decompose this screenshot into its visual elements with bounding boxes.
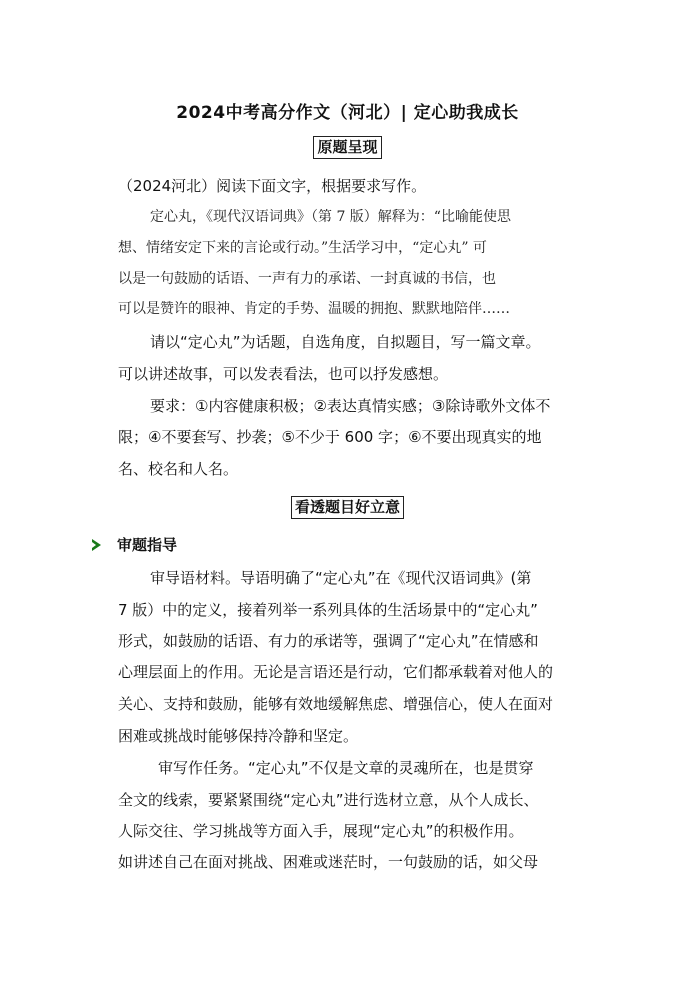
material-line-1: 定心丸，《现代汉语词典》（第 7 版）解释为：“比喻能使思	[150, 209, 511, 225]
guide-para2-line-1: 审写作任务。“定心丸”不仅是文章的灵魂所在，也是贯穿	[158, 759, 534, 777]
guide-para1-line-2: 7 版）中的定义，接着列举一系列具体的生活场景中的“定心丸”	[118, 601, 538, 619]
page-title: 2024中考高分作文（河北）| 定心助我成长	[176, 103, 519, 123]
section-analysis-heading: 看透题目好立意	[291, 496, 404, 519]
guide-para1-line-1: 审导语材料。导语明确了“定心丸”在《现代汉语词典》(第	[150, 569, 532, 587]
prompt-intro: （2024河北）阅读下面文字，根据要求写作。	[118, 177, 427, 195]
material-line-4: 可以是赞许的眼神、肯定的手势、温暖的拥抱、默默地陪伴……	[118, 301, 510, 317]
task-line-2: 可以讲述故事，可以发表看法，也可以抒发感想。	[118, 365, 449, 383]
section-original-heading: 原题呈现	[313, 136, 381, 159]
guide-para1-line-4: 心理层面上的作用。无论是言语还是行动，它们都承载着对他人的	[118, 663, 554, 681]
section-analysis-wrap	[0, 496, 695, 519]
material-line-3: 以是一句鼓励的话语、一声有力的承诺、一封真诚的书信，也	[118, 271, 496, 287]
guide-para1-line-6: 困难或挑战时能够保持冷静和坚定。	[118, 727, 359, 745]
guide-para1-line-5: 关心、支持和鼓励，能够有效地缓解焦虑、增强信心，使人在面对	[118, 695, 554, 713]
arrow-bullet-icon	[92, 539, 101, 551]
requirement-line-3: 名、校名和人名。	[118, 460, 239, 478]
guide-para1-line-3: 形式，如鼓励的话语、有力的承诺等，强调了“定心丸”在情感和	[118, 632, 539, 650]
guide-para2-line-2: 全文的线索，要紧紧围绕“定心丸”进行选材立意，从个人成长、	[118, 791, 539, 809]
guide-para2-line-4: 如讲述自己在面对挑战、困难或迷茫时，一句鼓励的话，如父母	[118, 853, 539, 871]
requirement-line-1: 要求：①内容健康积极；②表达真情实感；③除诗歌外文体不	[150, 397, 551, 415]
requirement-line-2: 限；④不要套写、抄袭；⑤不少于 600 字；⑥不要出现真实的地	[118, 428, 542, 446]
guide-heading: 审题指导	[117, 536, 178, 554]
guide-heading-row	[92, 535, 177, 555]
guide-para2-line-3: 人际交往、学习挑战等方面入手，展现“定心丸”的积极作用。	[118, 822, 524, 840]
section-original-wrap	[0, 136, 695, 159]
task-line-1: 请以“定心丸”为话题，自选角度，自拟题目，写一篇文章。	[150, 333, 541, 351]
material-line-2: 想、情绪安定下来的言论或行动。”生活学习中，“定心丸” 可	[118, 240, 487, 256]
